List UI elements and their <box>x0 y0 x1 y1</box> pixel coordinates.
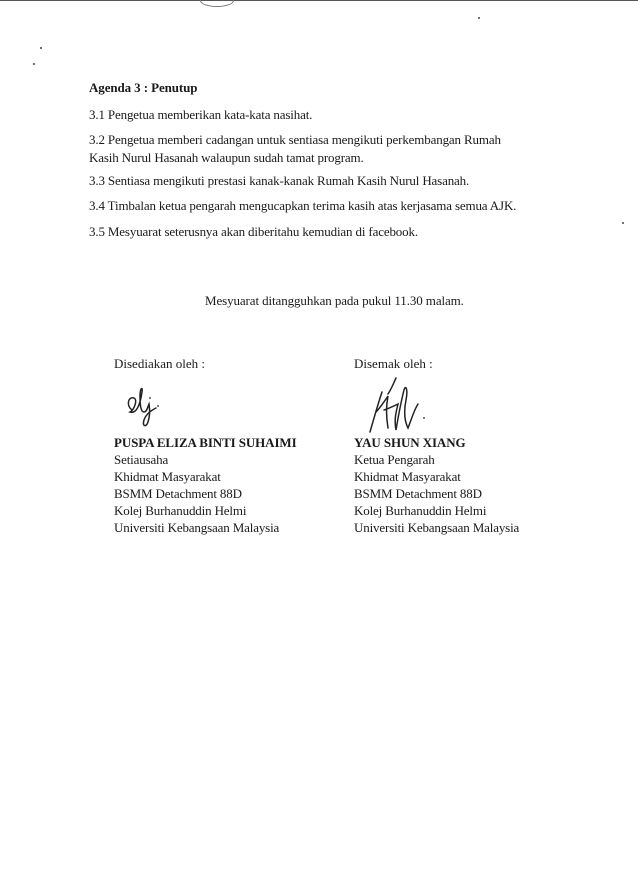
secretary-position: Setiausaha <box>114 452 169 467</box>
director-signature <box>354 372 574 434</box>
adjournment-note: Mesyuarat ditangguhkan pada pukul 11.30 malam. <box>205 293 464 308</box>
agenda-item-3-3: 3.3 Sentiasa mengikuti prestasi kanak-kanak Rumah Kasih Nurul Hasanah. <box>89 173 470 188</box>
secretary-detachment: BSMM Detachment 88D <box>114 486 242 501</box>
prepared-by-heading: Disediakan oleh : <box>114 356 205 371</box>
director-college: Kolej Burhanuddin Helmi <box>354 503 487 518</box>
agenda-item-3-5: 3.5 Mesyuarat seterusnya akan diberitahu kemudian di facebook. <box>89 224 418 239</box>
director-detachment: BSMM Detachment 88D <box>354 486 482 501</box>
secretary-college: Kolej Burhanuddin Helmi <box>114 503 247 518</box>
scan-speck <box>478 17 480 19</box>
director-position: Ketua Pengarah <box>354 452 435 467</box>
agenda-item-3-4: 3.4 Timbalan ketua pengarah mengucapkan terima kasih atas kerjasama semua AJK. <box>89 198 517 213</box>
scan-speck <box>622 222 624 224</box>
agenda-item-3-2: 3.2 Pengetua memberi cadangan untuk sentiasa mengikuti perkembangan Rumah Kasih Nurul Hasanah walaupun sudah tamat program. <box>89 132 501 165</box>
director-unit: Khidmat Masyarakat <box>354 469 461 484</box>
secretary-unit: Khidmat Masyarakat <box>114 469 221 484</box>
director-university: Universiti Kebangsaan Malaysia <box>354 520 520 535</box>
scan-speck <box>40 47 42 49</box>
agenda-title: Agenda 3 : Penutup <box>89 80 198 95</box>
secretary-name: PUSPA ELIZA BINTI SUHAIMI <box>114 435 297 450</box>
scan-speck <box>33 63 35 65</box>
director-name: YAU SHUN XIANG <box>354 435 466 450</box>
secretary-university: Universiti Kebangsaan Malaysia <box>114 520 280 535</box>
secretary-signature <box>114 372 334 434</box>
prepared-by-block <box>114 355 334 536</box>
scan-top-edge <box>0 0 638 7</box>
checked-by-heading: Disemak oleh : <box>354 356 433 371</box>
agenda-item-3-1: 3.1 Pengetua memberikan kata-kata nasihat. <box>89 107 313 122</box>
checked-by-block <box>354 355 574 536</box>
